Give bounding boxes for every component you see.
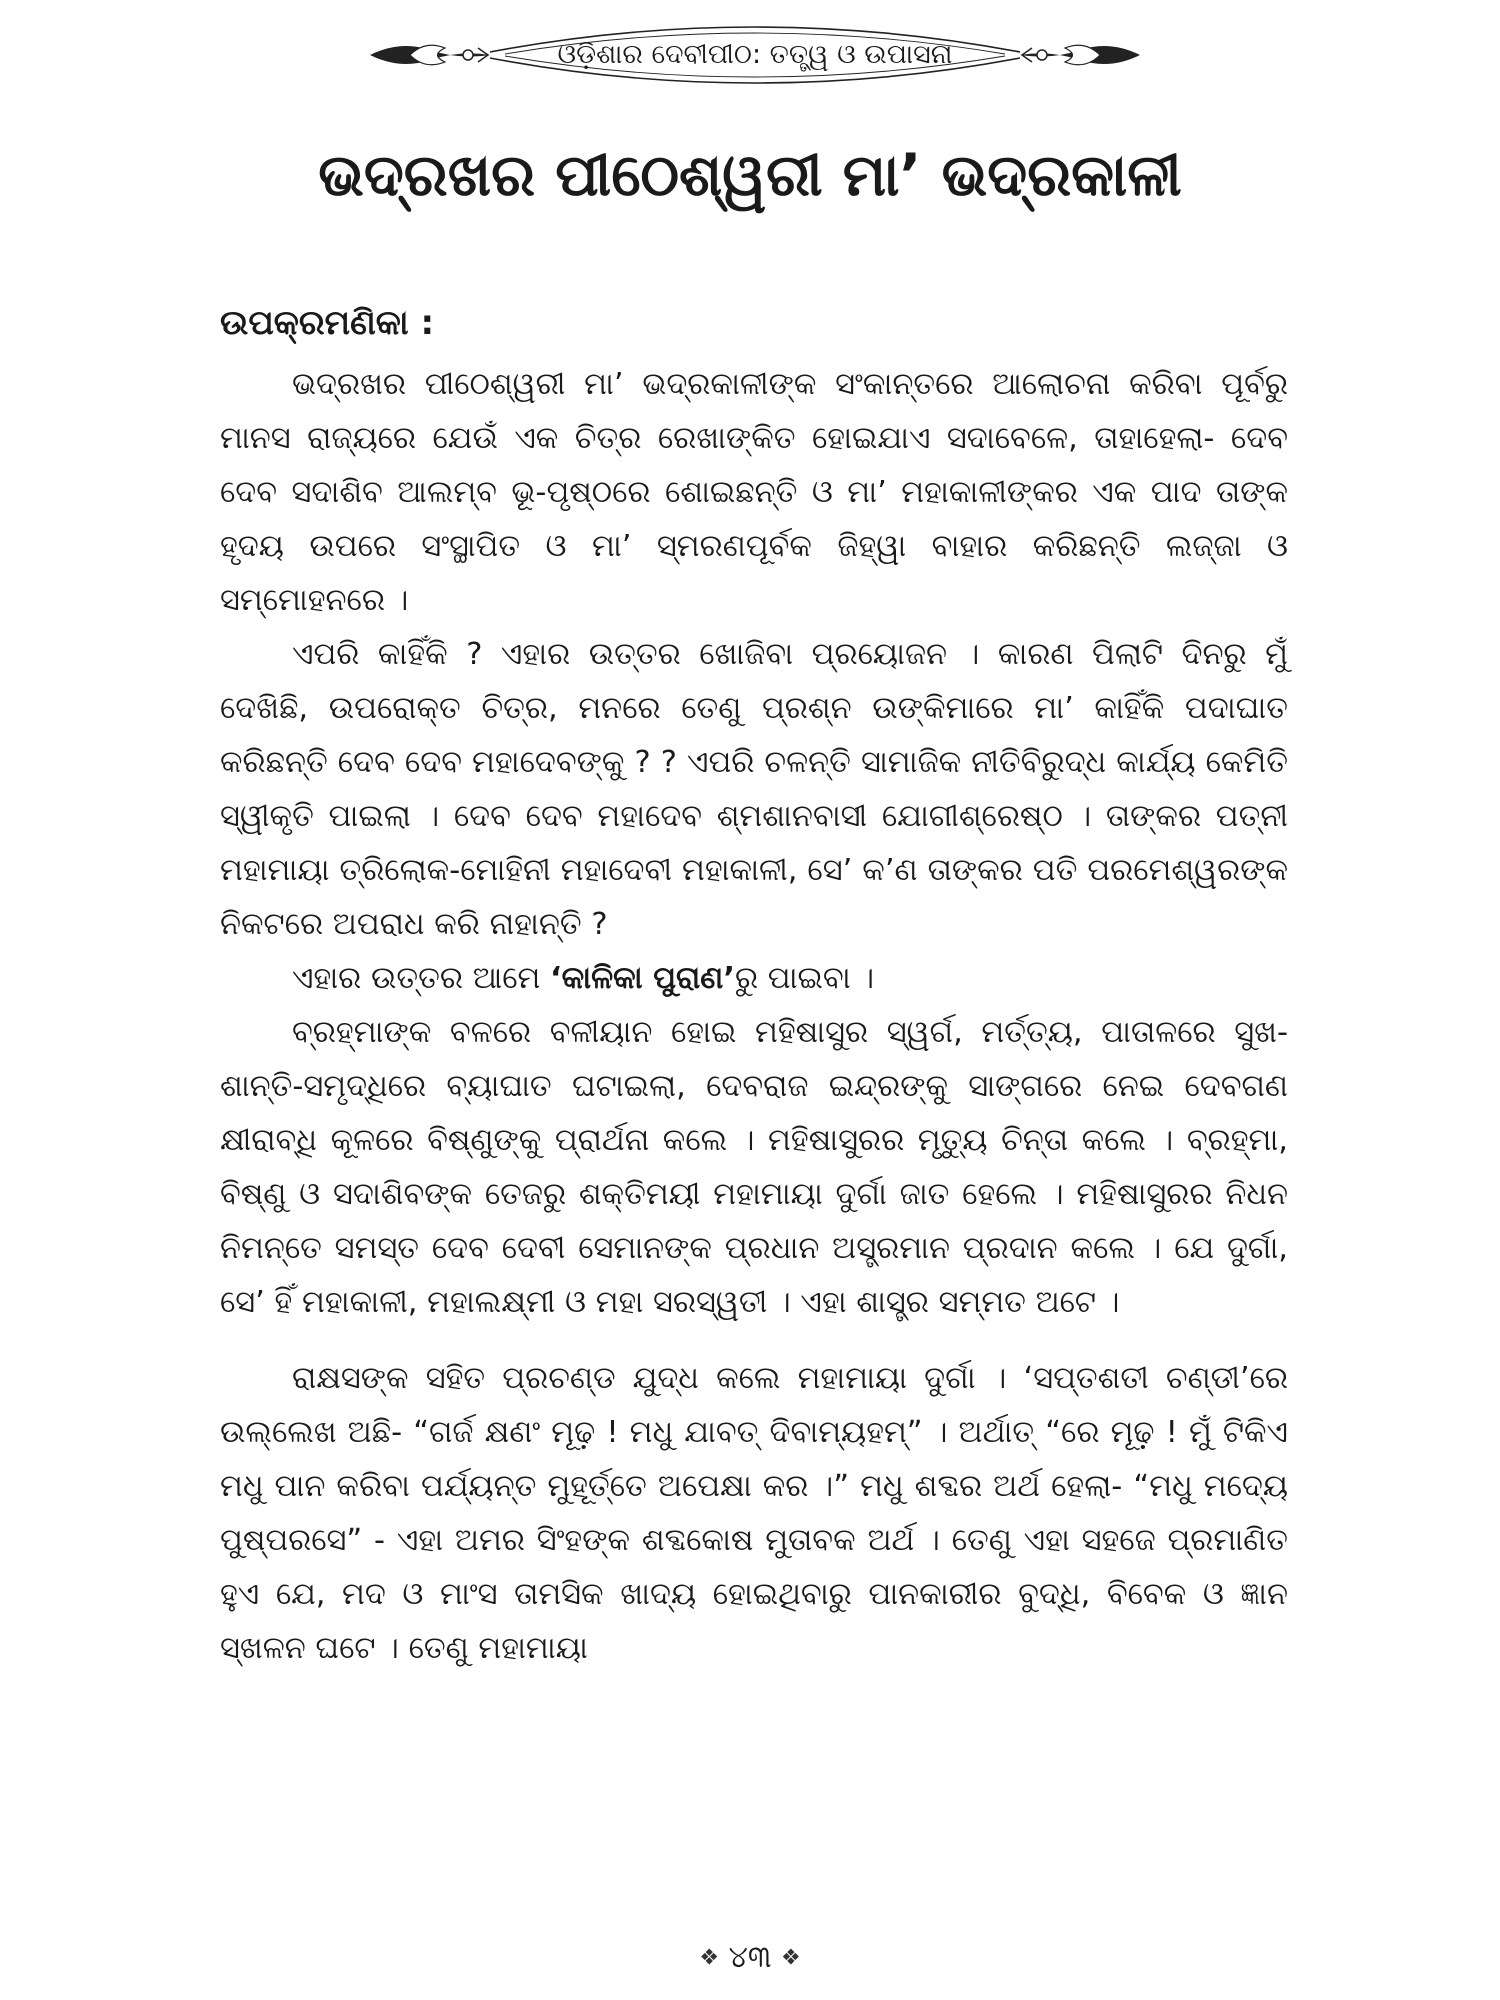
page-title: ଭଦ୍ରଖର ପୀଠେଶ୍ୱରୀ ମା’ ଭଦ୍ରକାଳୀ: [318, 141, 1182, 209]
paragraph-2: ଏପରି କାହିଁକି ? ଏହାର ଉତ୍ତର ଖୋଜିବା ପ୍ରୟୋଜନ । କାରଣ ପିଲାଟି ଦିନରୁ ମୁଁ ଦେଖିଛି, ଉପରୋକ୍ତ ଚିତ୍ର, ମନରେ ତେଣୁ ପ୍ରଶ୍ନ ଉଙ୍କିମାରେ ମା’ କାହିଁକି ପଦାଘାତ କରିଛନ୍ତି ଦେବ ଦେବ ମହାଦେବଙ୍କୁ ? ? ଏପରି ଚଳନ୍ତି ସାମାଜିକ ନୀତିବିରୁଦ୍ଧ କାର୍ଯ୍ୟ କେମିତି ସ୍ୱୀକୃତି ପାଇଲା । ଦେବ ଦେବ ମହାଦେବ ଶ୍ମଶାନବାସୀ ଯୋଗୀଶ୍ରେଷ୍ଠ । ତାଙ୍କର ପତ୍ନୀ ମହାମାୟା ତ୍ରିଲୋକ-ମୋହିନୀ ମହାଦେବୀ ମହାକାଳୀ, ସେ’ କ’ଣ ତାଙ୍କର ପତି ପରମେଶ୍ୱରଙ୍କ ନିକଟରେ ଅପରାଧ କରି ନାହାନ୍ତି ?: [220, 637, 1288, 942]
book-title-kalika-purana: ‘କାଳିକା ପୁରାଣ’: [550, 961, 735, 996]
section-heading: ଉପକ୍ରମଣିକା :: [220, 303, 435, 343]
body-text: [220, 358, 1288, 1676]
diamond-ornament-icon: ❖: [780, 1945, 801, 1971]
paragraph-4: ବ୍ରହ୍ମାଙ୍କ ବଳରେ ବଳୀୟାନ ହୋଇ ମହିଷାସୁର ସ୍ୱର୍ଗ, ମର୍ତ୍ତ୍ୟ, ପାତାଳରେ ସୁଖ-ଶାନ୍ତି-ସମୃଦ୍ଧିରେ ବ୍ୟାଘାତ ଘଟାଇଲା, ଦେବରାଜ ଇନ୍ଦ୍ରଙ୍କୁ ସାଙ୍ଗରେ ନେଇ ଦେବଗଣ କ୍ଷୀରାବ୍ଧି କୂଳରେ ବିଷ୍ଣୁଙ୍କୁ ପ୍ରାର୍ଥନା କଲେ । ମହିଷାସୁରର ମୃତ୍ୟୁ ଚିନ୍ତା କଲେ । ବ୍ରହ୍ମା, ବିଷ୍ଣୁ ଓ ସଦାଶିବଙ୍କ ତେଜରୁ ଶକ୍ତିମୟୀ ମହାମାୟା ଦୁର୍ଗା ଜାତ ହେଲେ । ମହିଷାସୁରର ନିଧନ ନିମନ୍ତେ ସମସ୍ତ ଦେବ ଦେବୀ ସେମାନଙ୍କ ପ୍ରଧାନ ଅସ୍ତ୍ରମାନ ପ୍ରଦାନ କଲେ । ଯେ ଦୁର୍ଗା, ସେ’ ହିଁ ମହାକାଳୀ, ମହାଲକ୍ଷ୍ମୀ ଓ ମହା ସରସ୍ୱତୀ । ଏହା ଶାସ୍ତ୍ର ସମ୍ମତ ଅଟେ ।: [220, 1015, 1288, 1320]
diamond-ornament-icon: ❖: [699, 1945, 720, 1971]
page-number: ୪୩: [728, 1940, 772, 1975]
paragraph-1: ଭଦ୍ରଖର ପୀଠେଶ୍ୱରୀ ମା’ ଭଦ୍ରକାଳୀଙ୍କ ସଂକାନ୍ତରେ ଆଲୋଚନା କରିବା ପୂର୍ବରୁ ମାନସ ରାଜ୍ୟରେ ଯେଉଁ ଏକ ଚିତ୍ର ରେଖାଙ୍କିତ ହୋଇଯାଏ ସଦାବେଳେ, ତାହାହେଲା- ଦେବ ଦେବ ସଦାଶିବ ଆଲମ୍ବ ଭୂ-ପୃଷ୍ଠରେ ଶୋଇଛନ୍ତି ଓ ମା’ ମହାକାଳୀଙ୍କର ଏକ ପାଦ ତାଙ୍କ ହୃଦୟ ଉପରେ ସଂସ୍ଥାପିତ ଓ ମା’ ସ୍ମରଣପୂର୍ବକ ଜିହ୍ୱା ବାହାର କରିଛନ୍ତି ଲଜ୍ଜା ଓ ସମ୍ମୋହନରେ ।: [220, 367, 1288, 618]
page-footer: [600, 1938, 900, 1979]
running-head: ଓଡ଼ିଶାର ଦେବୀପୀଠ: ତତ୍ତ୍ୱ ଓ ଉପାସନା: [557, 39, 953, 70]
paragraph-5: ରାକ୍ଷସଙ୍କ ସହିତ ପ୍ରଚଣ୍ଡ ଯୁଦ୍ଧ କଲେ ମହାମାୟା ଦୁର୍ଗା । ‘ସପ୍ତଶତୀ ଚଣ୍ଡୀ’ରେ ଉଲ୍ଲେଖ ଅଛି- “ଗର୍ଜ କ୍ଷଣଂ ମୂଢ଼ ! ମଧୁ ଯାବତ୍ ଦିବାମ୍ୟହମ୍” । ଅର୍ଥାତ୍ “ରେ ମୂଢ଼ ! ମୁଁ ଟିକିଏ ମଧୁ ପାନ କରିବା ପର୍ଯ୍ୟନ୍ତ ମୁହୂର୍ତ୍ତେ ଅପେକ୍ଷା କର ।” ମଧୁ ଶବ୍ଦର ଅର୍ଥ ହେଲା- “ମଧୁ ମଦ୍ୟେ ପୁଷ୍ପରସେ” - ଏହା ଅମର ସିଂହଙ୍କ ଶବ୍ଦକୋଷ ମୁତାବକ ଅର୍ଥ । ତେଣୁ ଏହା ସହଜେ ପ୍ରମାଣିତ ହୁଏ ଯେ, ମଦ ଓ ମାଂସ ତାମସିକ ଖାଦ୍ୟ ହୋଇଥିବାରୁ ପାନକାରୀର ବୁଦ୍ଧି, ବିବେକ ଓ ଜ୍ଞାନ ସ୍ଖଳନ ଘଟେ । ତେଣୁ ମହାମାୟା: [220, 1361, 1288, 1666]
paragraph-3-text-start: ଏହାର ଉତ୍ତର ଆମେ: [292, 961, 551, 996]
paragraph-3-text-end: ରୁ ପାଇବା ।: [734, 961, 875, 996]
paragraph-3: [220, 952, 1288, 1006]
